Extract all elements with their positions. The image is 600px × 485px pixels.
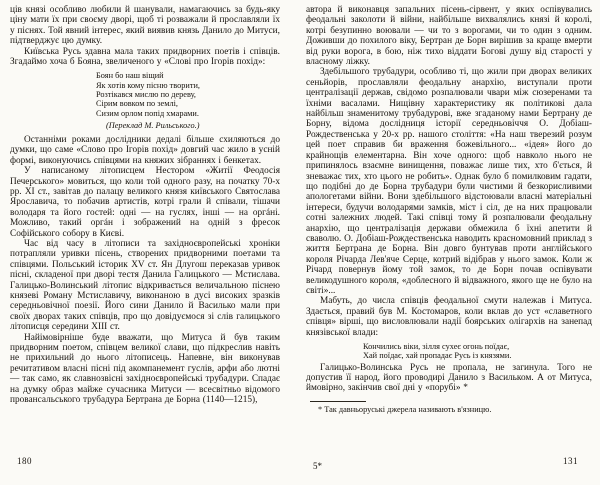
verse-line: Хай поїдає, хай пропадає Русь із князями. xyxy=(363,351,512,361)
paragraph: Останніми роками дослідники дедалі більше схиляються до думки, що саме «Слово про Ігорів похід» довгий час жило в усній формі, виконуючись співцями на княжих зібраннях і бенкетах. xyxy=(10,134,280,166)
verse-line: Боян бо наш віщий xyxy=(96,71,164,81)
verse-attribution: (Переклад М. Рильського.) xyxy=(106,120,200,130)
verse-line: Як хотів кому пісню творити, xyxy=(96,80,201,90)
book-page-right xyxy=(306,5,592,414)
footnote: * Так давньоруські джерела називають в'язницю. xyxy=(318,404,492,414)
verse-line: Сизим орлом попід хмарами. xyxy=(96,108,199,118)
paragraph: Здебільшого трубадури, особливо ті, що жили при дворах великих сеньйорів, прославляли феодальну анархію, виступали проти централізації держав, свідомо розпалювали чвари між сюзеренами та їхніми васалами. Нищівну характеристику як політикові дала найбільш знаменитому трубадурові, вже згаданому нами Бертрану де Борну, відома дослідниця історії середньовіччя О. Добіаш-Рождественська у 20-х рр. нашого століття: «На наш тверезий розум цей поет справив би враження божевільного... «ідея» його до крайнощів елементарна. Він хоче одного: щоб навколо нього не припинялось взаємне винищення, поважає лише тих, хто б'ється, й зневажає тих, хто цього не робить». Однак було б помилковим гадати, що подібні до де Борна трубадури були чистими й безкорисливими апологетами війни. Вони здебільшого відстоювали власні матеріальні інтереси, будучи володарями замків, міст і сіл, де на них працювали сотні залежних людей. Такі співці тому й розпалювали феодальну анархію, що централізація держави обмежила б їхні апетити й сваволю. О. Добіаш-Рождественська наводить красномовний приклад з життя Бертрана де Борна. Він довго бунтував проти англійського короля Річарда Лев'яче Серце, котрий відібрав у нього замок. Коли ж Річард повернув йому той замок, то де Борн почав оспівувати великодушного короля, «доблесного й відважного, якого ще не було на світі»... xyxy=(306,67,592,296)
page-number-right: 131 xyxy=(563,456,578,466)
paragraph: У написаному літописцем Нестором «Житії Феодосія Печерського» мовиться, що коли той одного разу, на початку 70-х рр. XI ст., завітав до палацу великого князя київського Святослава Ярославича, то побачив артистів, котрі грали й співали, тішачи володаря та його гостей: одні — на гуслях, інші — на оргáні. Можливо, такий оргáн і зображений на одній з фресок Софійського собору в Києві. xyxy=(10,166,280,239)
footnote-divider xyxy=(310,401,366,402)
verse-block xyxy=(363,342,592,361)
verse-line: Розтікався мислю по дереву, xyxy=(96,90,197,100)
verse-block xyxy=(96,71,280,117)
book-page-left xyxy=(10,5,280,405)
verse-line: Сірим вовком по землі, xyxy=(96,99,178,109)
paragraph: Мабуть, до числа співців феодальної смути належав і Митуса. Здається, правий був М. Костомаров, коли вклав до уст «славетного співця» вірші, що висловлювали надії боярських олігархів на занепад князівської влади: xyxy=(306,296,592,338)
verse-line: Кончились віки, зілля сухеє огонь поїдає, xyxy=(363,342,510,351)
footnote-block xyxy=(306,401,592,415)
paragraph: Київська Русь здавна мала таких придворних поетів і співців. Згадаймо хоча б Бояна, звеличеного у «Слові про Ігорів похід»: xyxy=(10,46,280,68)
paragraph: Час від часу в літописи та західноєвропейські хроніки потрапляли уривки пісень, створених придворними поетами та співцями. Польський історик XV ст. Ян Длугош переказав уривок пісні, складеної при дворі тестя Данила Галицького — Мстислава. Галицько-Волинський літопис відкривається величальною піснею князеві Роману Мстиславичу, виконаною в дусі високих зразків середньовічної поезії. Його сини Данило й Василько мали при своїх дворах таких співців, про що довідуємося зі слів галицького літописця середини XIII ст. xyxy=(10,238,280,333)
page-number-left: 180 xyxy=(17,456,32,466)
signature-mark: 5* xyxy=(313,461,322,471)
paragraph: Галицько-Волинська Русь не пропала, не загинула. Того не допустив її народ, його проводирі Данило з Васильком. А от Митуса, ймовірно, закінчив свої дні у «порубі» * xyxy=(306,362,592,394)
paragraph: Найімовірніше буде вважати, що Митуса й був таким придворним поетом, співцем великої слави, що підкреслив навіть не прихильний до нього літописець. Напевне, він виконував речитативом власні пісні під акомпанемент гуслів, арфи або лютні — так само, як славнозвісні західноєвропейські трубадури. Спадає на думку образ майже сучасника Митуси — всесвітньо відомого провансальського трубадура Бертрана де Борна (1140—1215), xyxy=(10,332,280,406)
paragraph: ців князі особливо любили й шанували, намагаючись за будь-яку ціну мати їх при своєму дворі, щоб ті розважали й прославляли їх у піснях. Той явний інтерес, який виявив князь Данило до Митуси, підтверджує цю думку. xyxy=(10,5,280,47)
paragraph: автора й виконавця запальних пісень-сірвент, у яких оспівувались феодальні заколоти й війни, найбільше вихвалялись князі й королі, котрі безупинно воювали — чи то з ворогами, чи то один з одним. Доживши до похилого віку, Бертран де Борн вирішив за краще вмерти від руки ворога, в бою, ніж тихо віддати Богові душу від старості у власному ліжку. xyxy=(306,5,592,68)
